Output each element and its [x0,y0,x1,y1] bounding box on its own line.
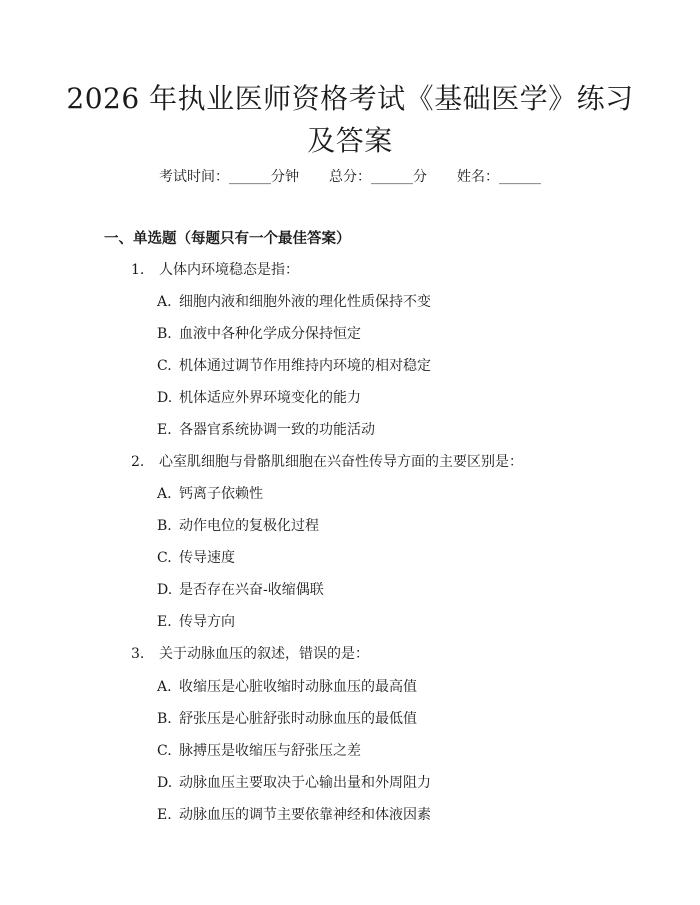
question-1-option-b [157,324,361,344]
title-line-1: 2026 年执业医师资格考试《基础医学》练习 [66,82,634,115]
option-text: 舒张压是心脏舒张时动脉血压的最低值 [179,711,417,727]
option-text: 收缩压是心脏收缩时动脉血压的最高值 [179,679,417,695]
option-text: 机体通过调节作用维持内环境的相对稳定 [179,358,431,374]
question-1-option-a [157,292,431,312]
question-3-option-c [157,741,361,761]
option-text: 动脉血压主要取决于心输出量和外周阻力 [179,775,431,791]
option-letter: C. [157,550,172,566]
option-text: 动脉血压的调节主要依靠神经和体液因素 [179,807,431,823]
option-text: 是否存在兴奋-收缩偶联 [179,582,324,598]
name-field: 姓名：______ [457,169,541,185]
option-text: 传导速度 [179,550,235,566]
question-2-option-a [157,484,263,504]
question-text: 关于动脉血压的叙述，错误的是： [159,646,369,662]
option-letter: C. [157,358,172,374]
option-text: 细胞内液和细胞外液的理化性质保持不变 [179,294,431,310]
option-letter: B. [157,711,172,727]
question-3-option-d [157,773,431,793]
total-score-field: 总分：______分 [329,169,427,185]
option-letter: B. [157,326,172,342]
option-letter: A. [157,294,172,310]
option-text: 动作电位的复极化过程 [179,518,319,534]
question-2-option-b [157,516,319,536]
question-1-option-c [157,356,431,376]
title-line-2: 及答案 [307,124,393,157]
question-2-option-c [157,548,235,568]
option-letter: B. [157,518,172,534]
section-heading: 一、单选题（每题只有一个最佳答案） [104,231,351,247]
question-number: 2. [131,454,145,470]
option-letter: E. [157,807,172,823]
question-1-option-e [157,420,375,440]
option-text: 血液中各种化学成分保持恒定 [179,326,361,342]
option-letter: D. [157,775,173,791]
question-2 [131,452,523,472]
question-number: 1. [131,262,145,278]
question-1-option-d [157,388,361,408]
exam-time-field: 考试时间：______分钟 [159,169,299,185]
question-3 [131,644,369,664]
question-1 [131,260,299,280]
question-2-option-d [157,580,324,600]
exam-info-line [0,167,700,187]
option-letter: A. [157,679,172,695]
option-text: 钙离子依赖性 [179,486,263,502]
question-3-option-a [157,677,417,697]
question-text: 人体内环境稳态是指： [159,262,299,278]
option-text: 脉搏压是收缩压与舒张压之差 [179,743,361,759]
option-letter: A. [157,486,172,502]
question-number: 3. [131,646,145,662]
question-3-option-b [157,709,417,729]
document-title [60,78,640,162]
option-text: 传导方向 [179,614,235,630]
option-letter: E. [157,614,172,630]
option-letter: D. [157,582,173,598]
option-letter: D. [157,390,173,406]
option-letter: C. [157,743,172,759]
option-text: 机体适应外界环境变化的能力 [179,390,361,406]
question-text: 心室肌细胞与骨骼肌细胞在兴奋性传导方面的主要区别是： [159,454,523,470]
option-letter: E. [157,422,172,438]
question-3-option-e [157,805,431,825]
option-text: 各器官系统协调一致的功能活动 [179,422,375,438]
question-2-option-e [157,612,235,632]
